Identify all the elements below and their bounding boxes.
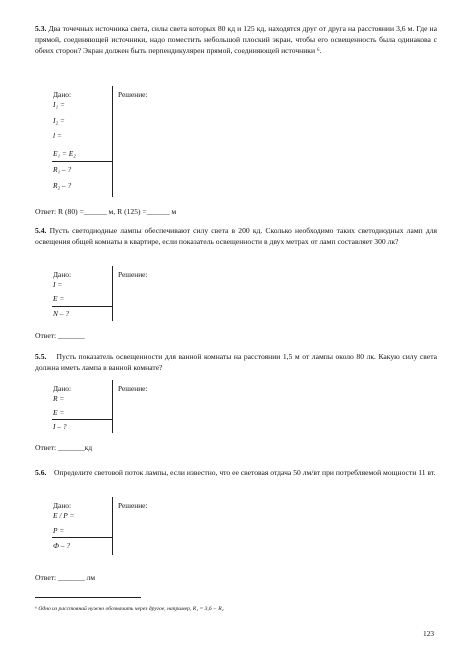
- problem-body: Пусть показатель освещенности для ванной комнаты на расстоянии 1,5 м от лампы около 80 лк. Какую силу света должна иметь лампа в ванной комнате?: [35, 352, 437, 373]
- table-divider-horizontal: [52, 161, 113, 162]
- problem-number: 5.6.: [35, 468, 47, 477]
- problem-body: Пусть светодиодные лампы обеспечивают силу света в 200 кд. Сколько необходимо таких светодиодных ламп для освещения общей комнаты в квартире, если показатель освещенности в двух метрах от ламп составляет 300 лк?: [35, 226, 437, 247]
- given-e-over-p: E / P =: [53, 511, 75, 520]
- given-label: Дано:: [53, 90, 72, 99]
- given-e: E =: [53, 408, 65, 417]
- given-label: Дано:: [53, 270, 72, 279]
- footnote: ⁶ Одно из расстояний нужно обозначить через другое, например, R₁ = 3,6 − R₂: [35, 606, 224, 612]
- table-divider-vertical: [112, 266, 113, 321]
- given-p: P =: [53, 526, 65, 535]
- find-r2: R₂ – ?: [53, 181, 72, 190]
- given-i1: I₁ =: [53, 100, 65, 109]
- table-divider-horizontal: [52, 306, 113, 307]
- table-divider-horizontal: [52, 537, 113, 538]
- find-i: I – ?: [53, 422, 67, 431]
- answer-5-5: Ответ: _______кд: [35, 443, 93, 452]
- problem-number: 5.4.: [35, 226, 47, 235]
- find-r1: R₁ – ?: [53, 165, 72, 174]
- answer-5-3: Ответ: R (80) =______ м, R (125) =______ м: [35, 207, 177, 216]
- table-divider-vertical: [112, 497, 113, 555]
- given-label: Дано:: [53, 501, 72, 510]
- footnote-separator: [35, 597, 141, 598]
- problem-number: 5.5.: [35, 352, 47, 361]
- page-number: 123: [423, 629, 435, 638]
- table-divider-horizontal: [52, 419, 113, 420]
- problem-number: 5.3.: [35, 24, 47, 33]
- problem-5-4-text: [35, 225, 437, 247]
- problem-5-3-text: [35, 23, 437, 57]
- problem-body: Два точечных источника света, силы света которых 80 кд и 125 кд, находятся друг от друга на расстоянии 3,6 м. Где на прямой, соединяющей источники, надо поместить небольшой плоский экран, чтобы его освещенность была одинакова с обеих сторон? Экран должен быть перпендикулярен прямой, соединяющей источники ⁶.: [35, 24, 437, 56]
- table-divider-vertical: [112, 380, 113, 433]
- problem-body: Определите световой поток лампы, если известно, что ее световая отдача 50 лм/вт при потребляемой мощности 11 вт.: [53, 468, 436, 477]
- solution-label: Решение:: [118, 384, 148, 393]
- solution-label: Решение:: [118, 90, 148, 99]
- find-flux: Ф – ?: [53, 541, 71, 550]
- given-l: l =: [53, 131, 62, 140]
- given-label: Дано:: [53, 384, 72, 393]
- solution-label: Решение:: [118, 501, 148, 510]
- given-e: E =: [53, 294, 65, 303]
- problem-5-5-text: [35, 351, 437, 373]
- given-i: I =: [53, 280, 63, 289]
- answer-5-6: Ответ: _______ лм: [35, 573, 96, 582]
- given-r: R =: [53, 394, 65, 403]
- answer-5-4: Ответ: _______: [35, 331, 85, 340]
- table-divider-vertical: [112, 86, 113, 197]
- given-i2: I₂ =: [53, 116, 65, 125]
- find-n: N – ?: [53, 309, 70, 318]
- solution-label: Решение:: [118, 270, 148, 279]
- given-e1-e2: E₁ = E₂: [53, 149, 76, 158]
- problem-5-6-text: [35, 467, 437, 478]
